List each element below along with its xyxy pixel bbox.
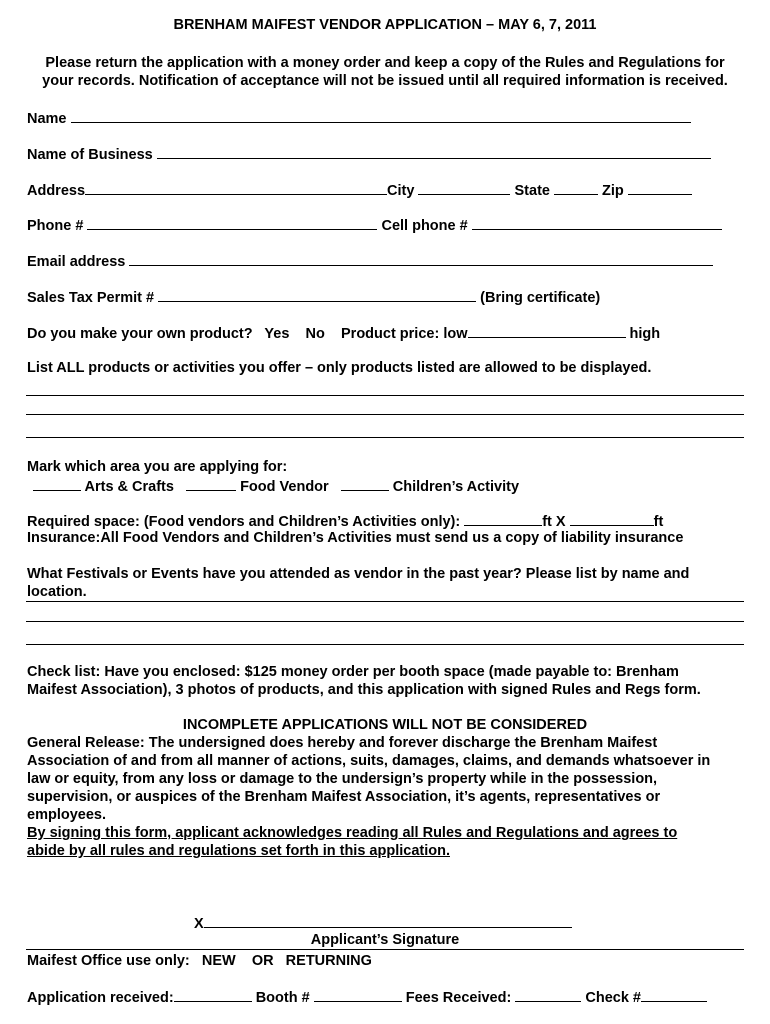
fees-label: Fees Received: xyxy=(405,990,512,1006)
products-line-1[interactable] xyxy=(26,395,744,396)
office-row xyxy=(27,952,372,970)
space-length-field[interactable] xyxy=(570,511,654,526)
business-row xyxy=(27,144,711,164)
office-label: Maifest Office use only: xyxy=(27,953,190,969)
cell-label: Cell phone # xyxy=(381,218,468,234)
products-line-3[interactable] xyxy=(26,437,744,438)
zip-label: Zip xyxy=(602,183,624,199)
tax-field[interactable] xyxy=(158,287,476,302)
arts-label: Arts & Crafts xyxy=(84,479,174,495)
tax-row xyxy=(27,287,600,307)
arts-blank[interactable] xyxy=(33,476,81,491)
received-field[interactable] xyxy=(174,987,252,1002)
acknowledge-line-2: abide by all rules and regulations set forth in this application. xyxy=(27,843,450,859)
check-label: Check # xyxy=(585,990,641,1006)
office-or: OR xyxy=(251,953,274,969)
city-field[interactable] xyxy=(418,180,510,195)
name-row xyxy=(27,108,691,128)
city-label: City xyxy=(387,183,415,199)
checklist-line-1: Check list: Have you enclosed: $125 money order per booth space (made payable to: Brenham xyxy=(27,664,679,680)
space-row xyxy=(27,511,663,531)
phone-field[interactable] xyxy=(87,215,377,230)
space-label: Required space: (Food vendors and Children’s Activities only): xyxy=(27,514,461,530)
email-row xyxy=(27,251,713,271)
list-products-label: List ALL products or activities you offer – only products listed are allowed to be displayed. xyxy=(27,360,652,376)
address-row xyxy=(27,180,692,200)
festivals-answer-line-3[interactable] xyxy=(26,644,744,645)
intro-line-1: Please return the application with a money order and keep a copy of the Rules and Regulations for xyxy=(45,55,725,71)
products-line-2[interactable] xyxy=(26,414,744,415)
address-field[interactable] xyxy=(85,180,387,195)
price-label: Product price: low xyxy=(341,326,468,342)
signature-x: X xyxy=(194,916,204,932)
office-divider xyxy=(26,949,744,950)
ft-label: ft xyxy=(653,514,664,530)
tax-note: (Bring certificate) xyxy=(480,290,601,306)
own-product-label: Do you make your own product? xyxy=(27,326,253,342)
insurance-text: Insurance:All Food Vendors and Children’s Activities must send us a copy of liability insurance xyxy=(27,530,684,546)
festivals-answer-line-1[interactable] xyxy=(26,601,744,602)
children-blank[interactable] xyxy=(341,476,389,491)
zip-field[interactable] xyxy=(628,180,692,195)
office-returning[interactable]: RETURNING xyxy=(285,953,372,969)
signature-label: Applicant’s Signature xyxy=(310,932,460,948)
food-blank[interactable] xyxy=(186,476,236,491)
release-line-1: General Release: The undersigned does hereby and forever discharge the Brenham Maifest xyxy=(27,735,658,751)
name-label: Name xyxy=(27,111,67,127)
price-low-field[interactable] xyxy=(468,323,626,338)
intro-line-2: your records. Notification of acceptance will not be issued until all required information is received. xyxy=(42,73,728,89)
check-field[interactable] xyxy=(641,987,707,1002)
children-label: Children’s Activity xyxy=(392,479,520,495)
acknowledge-line-1: By signing this form, applicant acknowledges reading all Rules and Regulations and agrees to xyxy=(27,825,678,841)
business-field[interactable] xyxy=(157,144,711,159)
state-field[interactable] xyxy=(554,180,598,195)
area-row xyxy=(33,476,519,496)
release-line-4: supervision, or auspices of the Brenham Maifest Association, it’s agents, representatives or xyxy=(27,789,661,805)
space-width-field[interactable] xyxy=(464,511,542,526)
area-heading: Mark which area you are applying for: xyxy=(27,459,288,475)
booth-field[interactable] xyxy=(314,987,402,1002)
signature-field[interactable] xyxy=(204,913,572,928)
booth-label: Booth # xyxy=(255,990,310,1006)
checklist-line-2: Maifest Association), 3 photos of products, and this application with signed Rules and Regs form. xyxy=(27,682,701,698)
product-row xyxy=(27,323,660,343)
office-fields-row xyxy=(27,987,707,1007)
page-title: BRENHAM MAIFEST VENDOR APPLICATION – MAY 6, 7, 2011 xyxy=(173,17,597,33)
phone-label: Phone # xyxy=(27,218,84,234)
food-label: Food Vendor xyxy=(240,479,329,495)
cell-field[interactable] xyxy=(472,215,722,230)
state-label: State xyxy=(514,183,550,199)
release-line-2: Association of and from all manner of actions, suits, damages, claims, and demands whatsoever in xyxy=(27,753,711,769)
received-label: Application received: xyxy=(27,990,174,1006)
name-field[interactable] xyxy=(71,108,691,123)
email-field[interactable] xyxy=(129,251,713,266)
tax-label: Sales Tax Permit # xyxy=(27,290,155,306)
office-new[interactable]: NEW xyxy=(201,953,236,969)
yes-option[interactable]: Yes xyxy=(264,326,290,342)
festivals-answer-line-2[interactable] xyxy=(26,621,744,622)
festivals-line-1: What Festivals or Events have you attended as vendor in the past year? Please list by name and xyxy=(27,566,690,582)
address-label: Address xyxy=(27,183,86,199)
signature-row xyxy=(194,913,572,933)
incomplete-warning: INCOMPLETE APPLICATIONS WILL NOT BE CONSIDERED xyxy=(182,717,588,733)
release-line-5: employees. xyxy=(27,807,106,823)
fees-field[interactable] xyxy=(515,987,581,1002)
ft-x-label: ft X xyxy=(542,514,566,530)
business-label: Name of Business xyxy=(27,147,153,163)
price-high-label: high xyxy=(629,326,661,342)
release-line-3: law or equity, from any loss or damage to the undersign’s property while in the possession, xyxy=(27,771,658,787)
no-option[interactable]: No xyxy=(305,326,325,342)
email-label: Email address xyxy=(27,254,126,270)
phone-row xyxy=(27,215,722,235)
festivals-line-2: location. xyxy=(27,584,87,600)
